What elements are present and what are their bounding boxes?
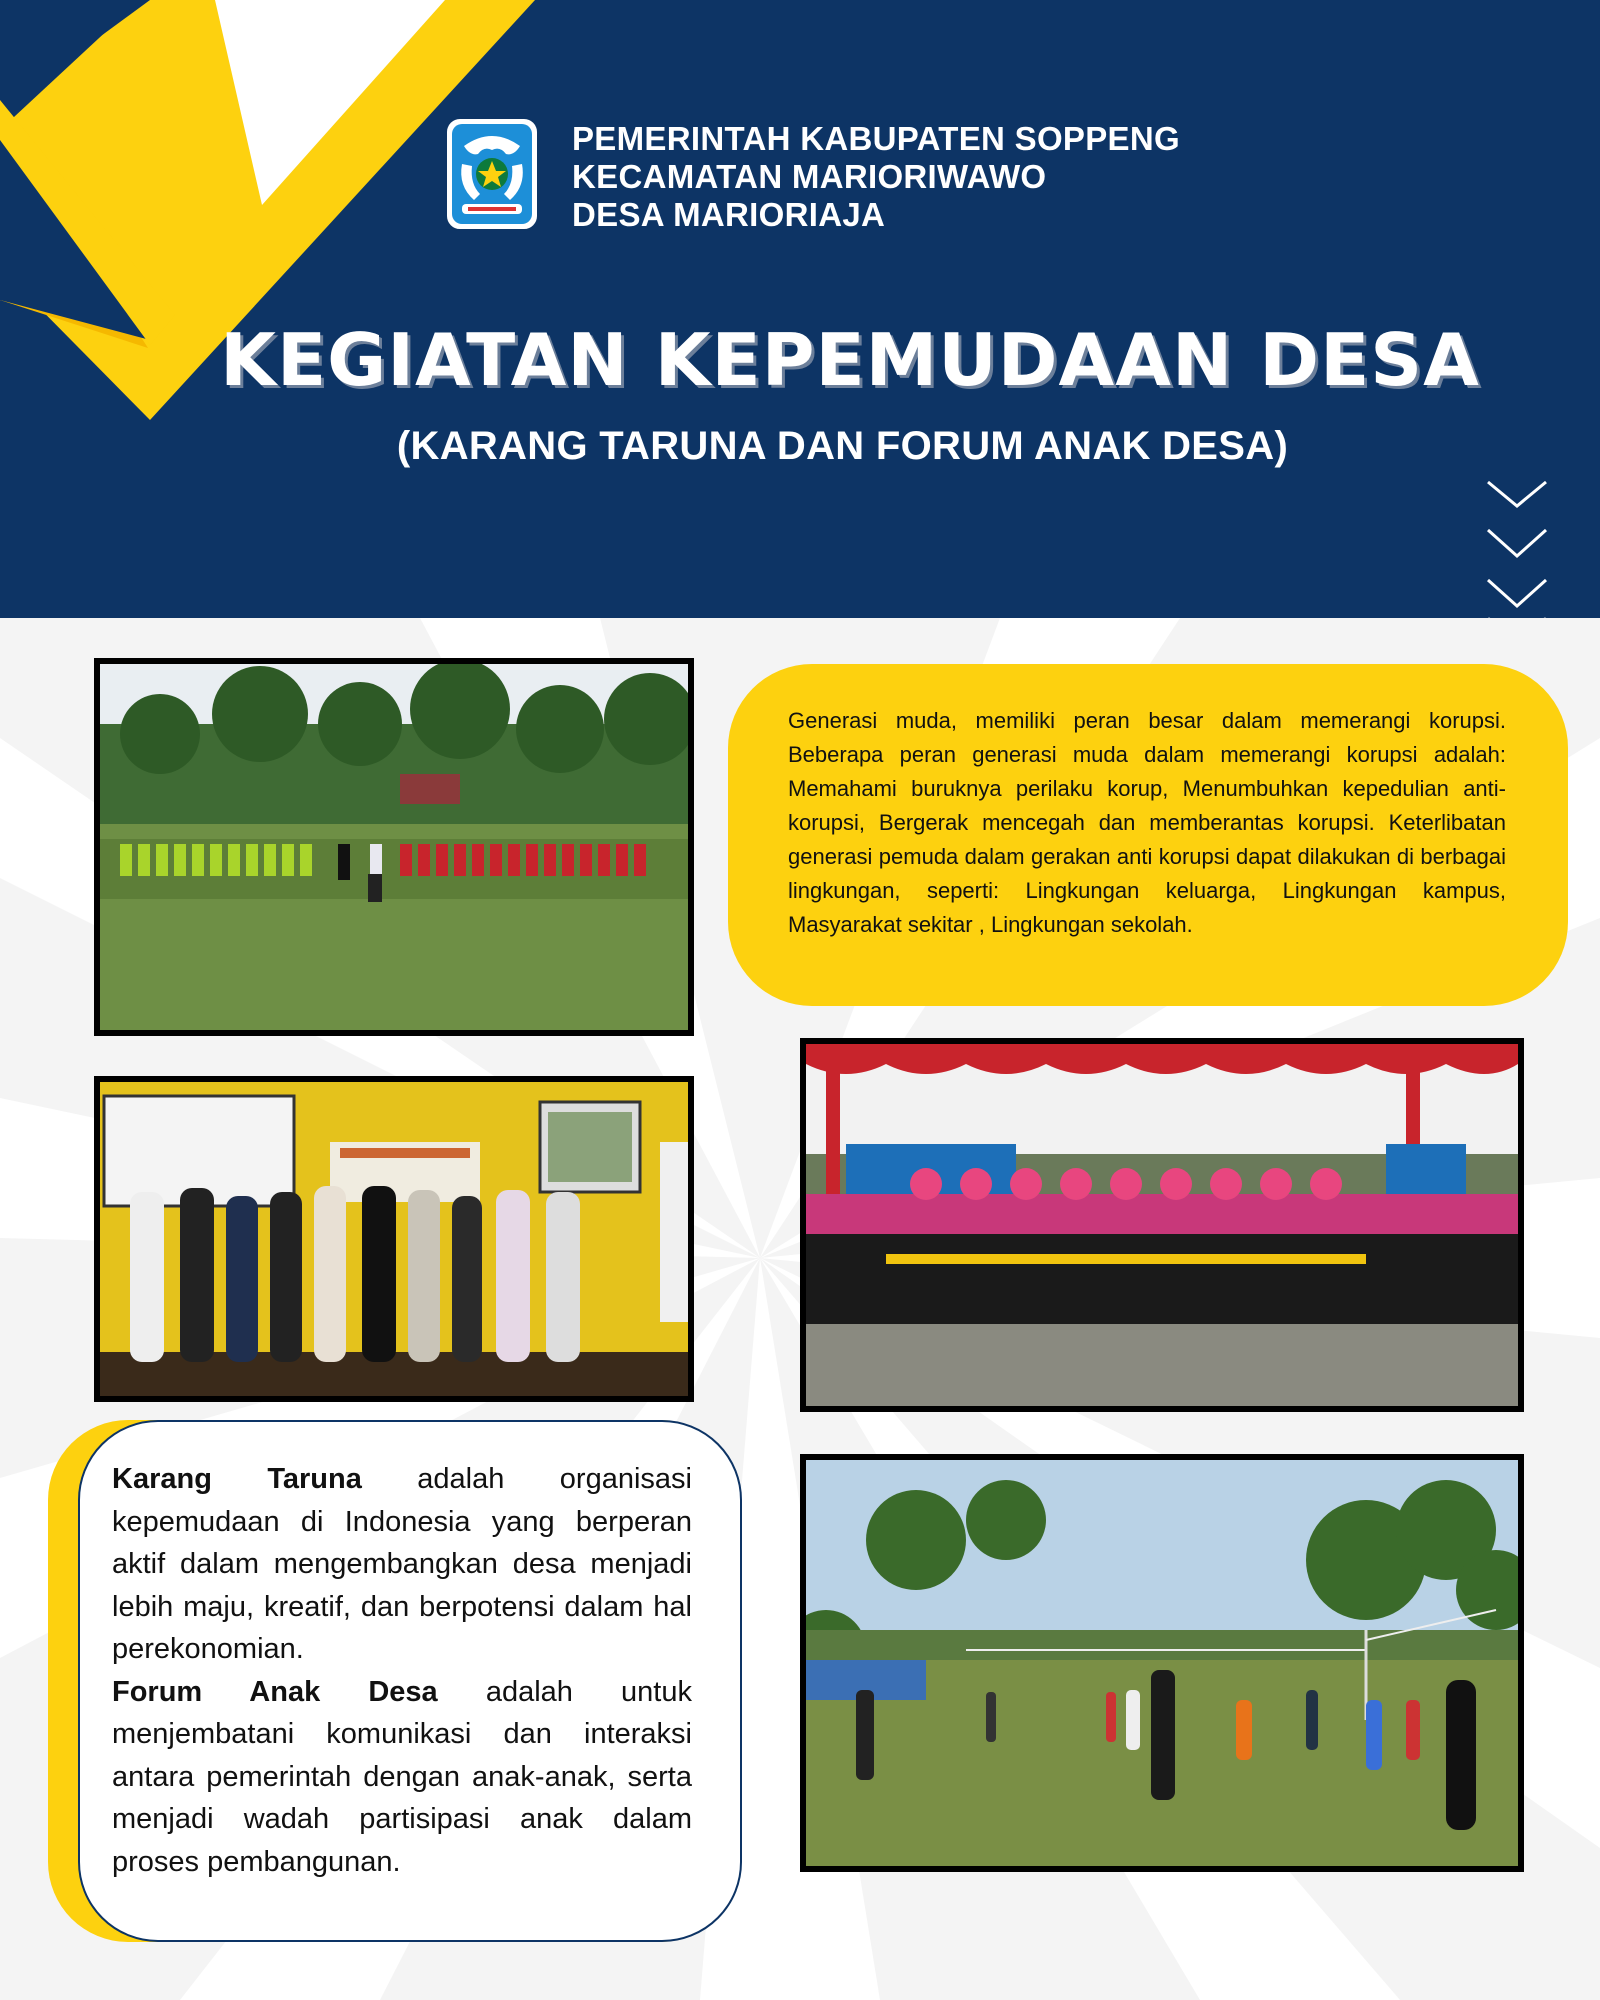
soppeng-emblem-logo: [444, 116, 540, 232]
description-box: [78, 1420, 742, 1942]
header-banner: [0, 0, 1600, 618]
gov-line-regency: PEMERINTAH KABUPATEN SOPPENG: [572, 120, 1180, 157]
forum-anak-desa-paragraph: [112, 1671, 692, 1884]
photo-cultural-performance-group: [800, 1038, 1524, 1412]
page-subtitle: (KARANG TARUNA DAN FORUM ANAK DESA): [396, 424, 1289, 468]
government-heading: [572, 120, 1180, 234]
anti-corruption-info-box: [728, 664, 1568, 1006]
photo-village-field-games: [800, 1454, 1524, 1872]
karang-taruna-text: adalah organisasi kepemudaan di Indonesia yang berperan aktif dalam mengembangkan desa menjadi lebih maju, kreatif, dan berpotensi dalam hal perekonomian.: [112, 1463, 692, 1665]
forum-anak-desa-text: adalah untuk menjembatani komunikasi dan interaksi antara pemerintah dengan anak-anak, serta menjadi wadah partisipasi anak dalam proses pembangunan.: [112, 1675, 692, 1878]
corner-decoration: [0, 0, 1600, 618]
photo-football-team-lineup: [94, 658, 694, 1036]
gov-line-village: DESA MARIORIAJA: [572, 196, 886, 233]
karang-taruna-paragraph: [112, 1458, 692, 1671]
anti-corruption-text: Generasi muda, memiliki peran besar dalam memerangi korupsi. Beberapa peran generasi muda dalam memerangi korupsi adalah: Memahami buruknya perilaku korup, Menumbuhkan kepedulian anti-korupsi, Bergerak mencegah dan memberantas korupsi. Keterlibatan generasi pemuda dalam gerakan anti korupsi dapat dilakukan di berbagai lingkungan, seperti: Lingkungan keluarga, Lingkungan kampus, Masyarakat sekitar , Lingkungan sekolah.: [788, 708, 1506, 937]
chevron-down-icon: [1482, 476, 1552, 618]
forum-anak-desa-term: Forum Anak Desa: [112, 1675, 438, 1708]
gov-line-district: KECAMATAN MARIORIWAWO: [572, 158, 1047, 195]
karang-taruna-term: Karang Taruna: [112, 1463, 362, 1495]
page-title: KEGIATAN KEPEMUDAAN DESA: [220, 318, 1480, 402]
photo-forum-anak-desa-training: [94, 1076, 694, 1402]
